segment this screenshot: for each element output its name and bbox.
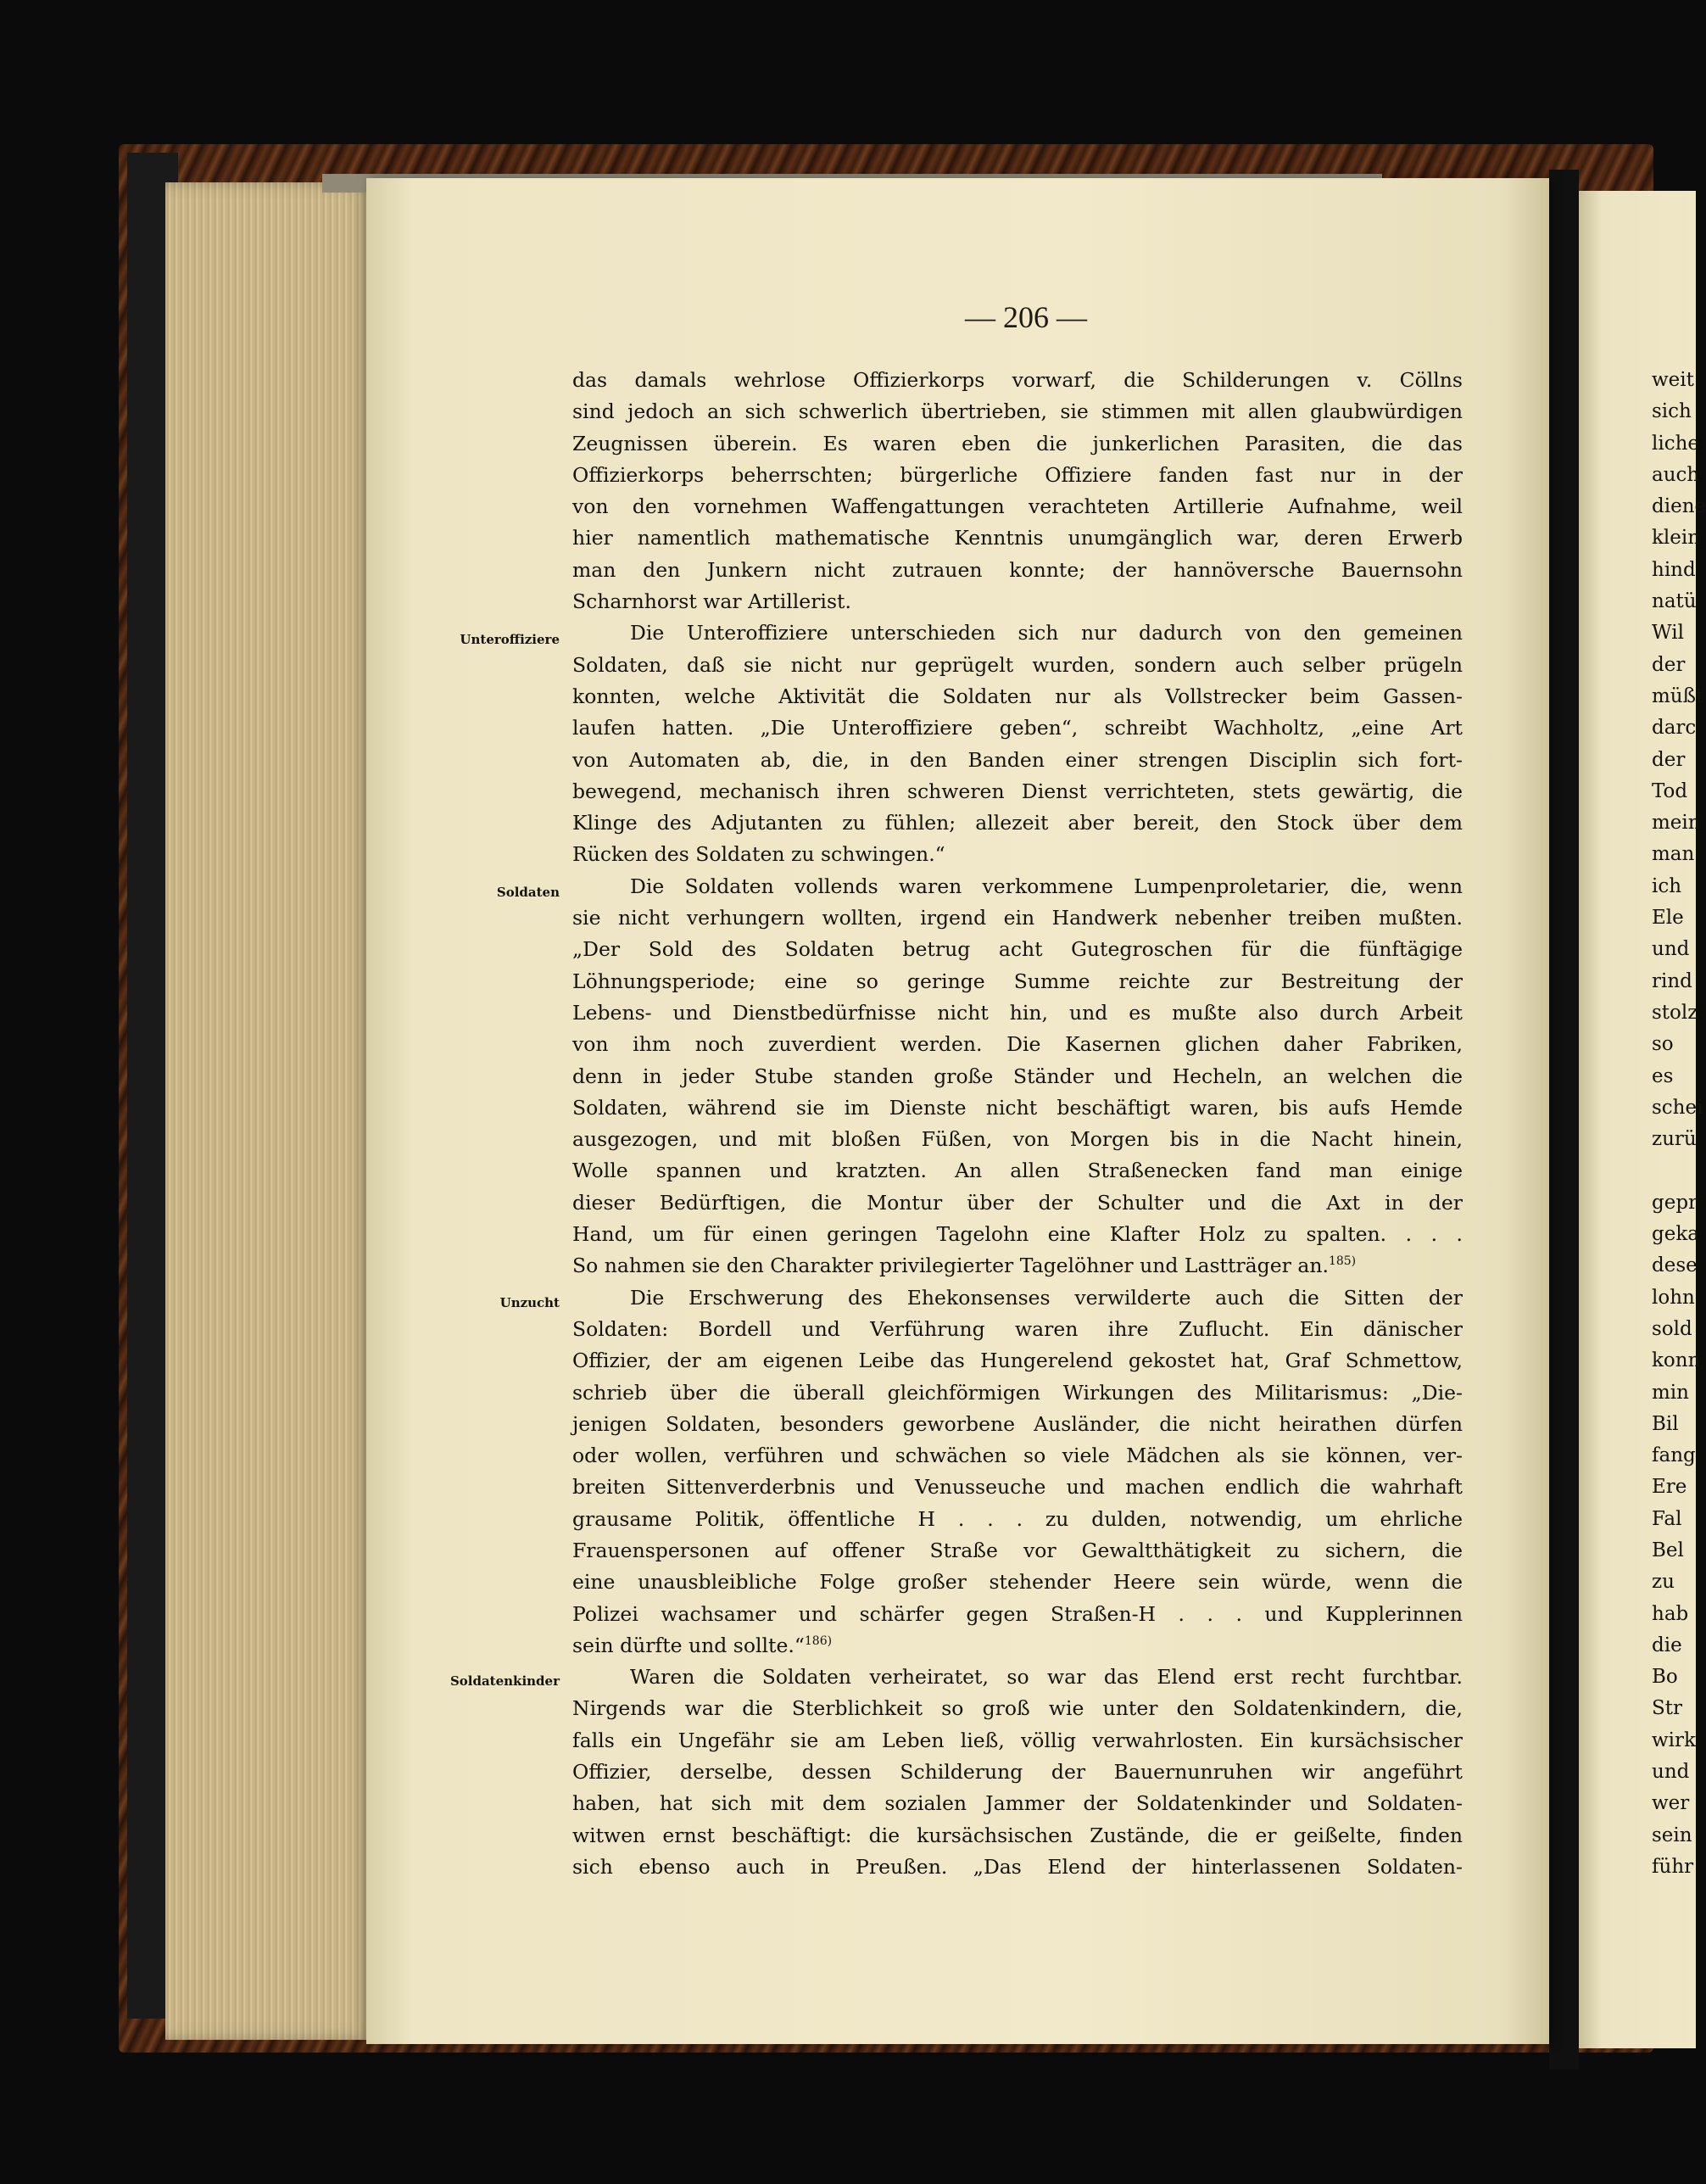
right-page-fragment: und	[1652, 938, 1690, 961]
right-page-fragment: Bel	[1652, 1539, 1684, 1561]
page-stack	[165, 182, 373, 2040]
footnote-ref: 186)	[804, 1634, 833, 1648]
text-line: dieser Bedürftigen, die Montur über der Schulter und die Axt in der	[572, 1190, 1463, 1215]
text-line: denn in jeder Stube standen große Ständer und Hecheln, an welchen die	[572, 1064, 1463, 1088]
margin-note-unteroffiziere: Unteroffiziere	[460, 632, 560, 647]
right-page-fragment: wirk	[1652, 1729, 1696, 1751]
text-line: Soldaten: Bordell und Verführung waren ihre Zuflucht. Ein dänischer	[572, 1316, 1463, 1341]
right-page-fragment: lohn	[1652, 1286, 1695, 1309]
text-line: man den Junkern nicht zutrauen konnte; der hannöversche Bauernsohn	[572, 557, 1463, 582]
margin-note-soldatenkinder: Soldatenkinder	[449, 1673, 560, 1689]
text-line: von ihm noch zuverdient werden. Die Kasernen glichen daher Fabriken,	[572, 1032, 1463, 1057]
text-line: Offizier, derselbe, dessen Schilderung der Bauernunruhen wir angeführt	[572, 1760, 1463, 1785]
text-line: sie nicht verhungern wollten, irgend ein Handwerk nebenher treiben mußten.	[572, 906, 1463, 930]
right-page-fragment: Tod	[1652, 779, 1688, 802]
text-line: schrieb über die überall gleichförmigen Wirkungen des Militarismus: „Die-	[572, 1380, 1463, 1405]
text-line: bewegend, mechanisch ihren schweren Dienst verrichteten, stets gewärtig, die	[572, 779, 1463, 803]
text-line: Offizier, der am eigenen Leibe das Hungerelend gekostet hat, Graf Schmettow,	[572, 1349, 1463, 1373]
text-line: Soldaten, daß sie nicht nur geprügelt wurden, sondern auch selber prügeln	[572, 652, 1463, 677]
text-line: sind jedoch an sich schwerlich übertrieben, sie stimmen mit allen glaubwürdigen	[572, 399, 1463, 424]
right-page-fragment: man	[1652, 843, 1695, 866]
text-line: Die Unteroffiziere unterschieden sich nur dadurch von den gemeinen	[630, 621, 1463, 645]
footnote-ref: 185)	[1328, 1254, 1357, 1269]
text-line-with-footnote	[572, 1630, 1463, 1662]
right-page-fragment: gepr	[1652, 1191, 1698, 1214]
text-line: Scharnhorst war Artillerist.	[572, 589, 851, 614]
text-line: Löhnungsperiode; eine so geringe Summe reichte zur Bestreitung der	[572, 969, 1463, 993]
right-page-fragment: führ	[1652, 1855, 1694, 1878]
text-line: Wolle spannen und kratzten. An allen Straßenecken fand man einige	[572, 1159, 1463, 1183]
right-page-fragment: hind	[1652, 558, 1696, 581]
right-page-fragment: sich	[1652, 400, 1692, 423]
text-line: witwen ernst beschäftigt: die kursächsischen Zustände, die er geißelte, finden	[572, 1823, 1463, 1847]
right-page-fragment: min	[1652, 1381, 1689, 1404]
text-line: oder wollen, verführen und schwächen so viele Mädchen als sie können, ver-	[572, 1444, 1463, 1468]
page-number: — 206 —	[965, 300, 1087, 334]
text-line: falls ein Ungefähr sie am Leben ließ, völlig verwahrlosten. Ein kursächsischer	[572, 1728, 1463, 1752]
text-line: Hand, um für einen geringen Tagelohn eine Klafter Holz zu spalten. . . .	[572, 1222, 1463, 1247]
text-line: eine unausbleibliche Folge großer stehender Heere sein würde, wenn die	[572, 1570, 1463, 1595]
text-line: sein dürfte und sollte.“	[572, 1633, 805, 1657]
right-page-fragment: Ele	[1652, 907, 1684, 930]
right-page-fragment: Str	[1652, 1697, 1682, 1720]
right-page-fragment: auch	[1652, 463, 1700, 486]
text-line-with-footnote	[572, 1250, 1463, 1282]
right-page-fragment: müßt	[1652, 684, 1704, 707]
body-text	[572, 365, 1463, 1883]
right-page-fragment: zurü	[1652, 1128, 1697, 1151]
text-line: sich ebenso auch in Preußen. „Das Elend der hinterlassenen Soldaten-	[572, 1854, 1463, 1879]
text-line: konnten, welche Aktivität die Soldaten nur als Vollstrecker beim Gassen-	[572, 684, 1463, 708]
text-line: Nirgends war die Sterblichkeit so groß wie unter den Soldatenkindern, die,	[572, 1696, 1463, 1721]
right-page-fragment: liche	[1652, 432, 1700, 455]
right-page-fragment: wer	[1652, 1792, 1690, 1815]
right-page-fragment: mein	[1652, 812, 1701, 835]
text-line: von den vornehmen Waffengattungen verachteten Artillerie Aufnahme, weil	[572, 494, 1463, 519]
right-page-fragment: der	[1652, 653, 1686, 676]
right-page-fragment: konn	[1652, 1349, 1701, 1372]
text-line: Die Soldaten vollends waren verkommene Lumpenproletarier, die, wenn	[630, 874, 1463, 898]
right-page-fragment: Fal	[1652, 1507, 1682, 1530]
text-line: „Der Sold des Soldaten betrug acht Gutegroschen für die fünftägige	[572, 937, 1463, 962]
text-line: hier namentlich mathematische Kenntnis unumgänglich war, deren Erwerb	[572, 526, 1463, 550]
right-page-fragment: weit	[1652, 369, 1694, 391]
margin-note-soldaten: Soldaten	[496, 885, 560, 900]
right-page-fragment: diene	[1652, 495, 1706, 518]
text-line: Frauenspersonen auf offener Straße vor Gewaltthätigkeit zu sichern, die	[572, 1538, 1463, 1562]
right-page-fragment: geka	[1652, 1223, 1699, 1246]
text-line: das damals wehrlose Offizierkorps vorwarf, die Schilderungen v. Cöllns	[572, 368, 1463, 392]
right-page-fragment: fang	[1652, 1444, 1696, 1467]
right-page-fragment: dese	[1652, 1254, 1698, 1277]
margin-note-unzucht: Unzucht	[499, 1295, 560, 1310]
text-line: Lebens- und Dienstbedürfnisse nicht hin, und es mußte also durch Arbeit	[572, 1000, 1463, 1025]
text-line: Soldaten, während sie im Dienste nicht beschäftigt waren, bis aufs Hemde	[572, 1095, 1463, 1120]
right-page-fragment: der	[1652, 748, 1686, 771]
right-page-fragment: sold	[1652, 1317, 1692, 1340]
text-line: jenigen Soldaten, besonders geworbene Ausländer, die nicht heirathen dürfen	[572, 1411, 1463, 1436]
right-page-fragment: Bo	[1652, 1666, 1678, 1689]
text-line: Klinge des Adjutanten zu fühlen; allezeit aber bereit, den Stock über dem	[572, 811, 1463, 835]
text-line: So nahmen sie den Charakter privilegierter Tagelöhner und Lastträger an.	[572, 1254, 1329, 1278]
right-page-fragment: so	[1652, 1033, 1674, 1056]
right-page-fragment: sein	[1652, 1824, 1692, 1846]
text-line: von Automaten ab, die, in den Banden einer strengen Disciplin sich fort-	[572, 747, 1463, 772]
text-line: Die Erschwerung des Ehekonsenses verwilderte auch die Sitten der	[630, 1285, 1463, 1310]
book-gutter	[1549, 170, 1579, 2069]
right-page-fragment: Ere	[1652, 1476, 1687, 1499]
right-page-fragment: klein	[1652, 527, 1701, 550]
text-line: Waren die Soldaten verheiratet, so war das Elend erst recht furchtbar.	[630, 1665, 1463, 1690]
text-line: Rücken des Soldaten zu schwingen.“	[572, 842, 945, 867]
right-page-fragment: Wil	[1652, 622, 1684, 645]
text-line: Polizei wachsamer und schärfer gegen Straßen-H . . . und Kupplerinnen	[572, 1601, 1463, 1626]
right-page-fragment	[1652, 1155, 1696, 1187]
right-page-fragment: es	[1652, 1064, 1674, 1087]
text-line: laufen hatten. „Die Unteroffiziere geben“, schreibt Wachholtz, „eine Art	[572, 716, 1463, 740]
right-page-fragment: schei	[1652, 1096, 1703, 1119]
right-page-fragment: darc	[1652, 717, 1697, 740]
right-page-fragment: die	[1652, 1634, 1682, 1656]
right-page-fragment: stolz	[1652, 1001, 1698, 1024]
text-line: Zeugnissen überein. Es waren eben die junkerlichen Parasiten, die das	[572, 431, 1463, 455]
right-page-fragment: hab	[1652, 1602, 1689, 1625]
right-page-fragment: ich	[1652, 874, 1682, 897]
text-line: haben, hat sich mit dem sozialen Jammer der Soldatenkinder und Soldaten-	[572, 1791, 1463, 1816]
text-line: breiten Sittenverderbnis und Venusseuche und machen endlich die wahrhaft	[572, 1475, 1463, 1500]
right-page-fragment: rind	[1652, 969, 1692, 992]
text-line: Offizierkorps beherrschten; bürgerliche Offiziere fanden fast nur in der	[572, 462, 1463, 487]
right-page-fragment: zu	[1652, 1571, 1675, 1594]
right-page-fragment: Bil	[1652, 1412, 1679, 1435]
right-page-fragment: und	[1652, 1761, 1690, 1784]
text-line: ausgezogen, und mit bloßen Füßen, von Morgen bis in die Nacht hinein,	[572, 1127, 1463, 1152]
right-page-fragment: natü	[1652, 590, 1697, 613]
text-line: grausame Politik, öffentliche H . . . zu dulden, notwendig, um ehrliche	[572, 1506, 1463, 1531]
right-page-text-fragments	[1652, 365, 1706, 1883]
